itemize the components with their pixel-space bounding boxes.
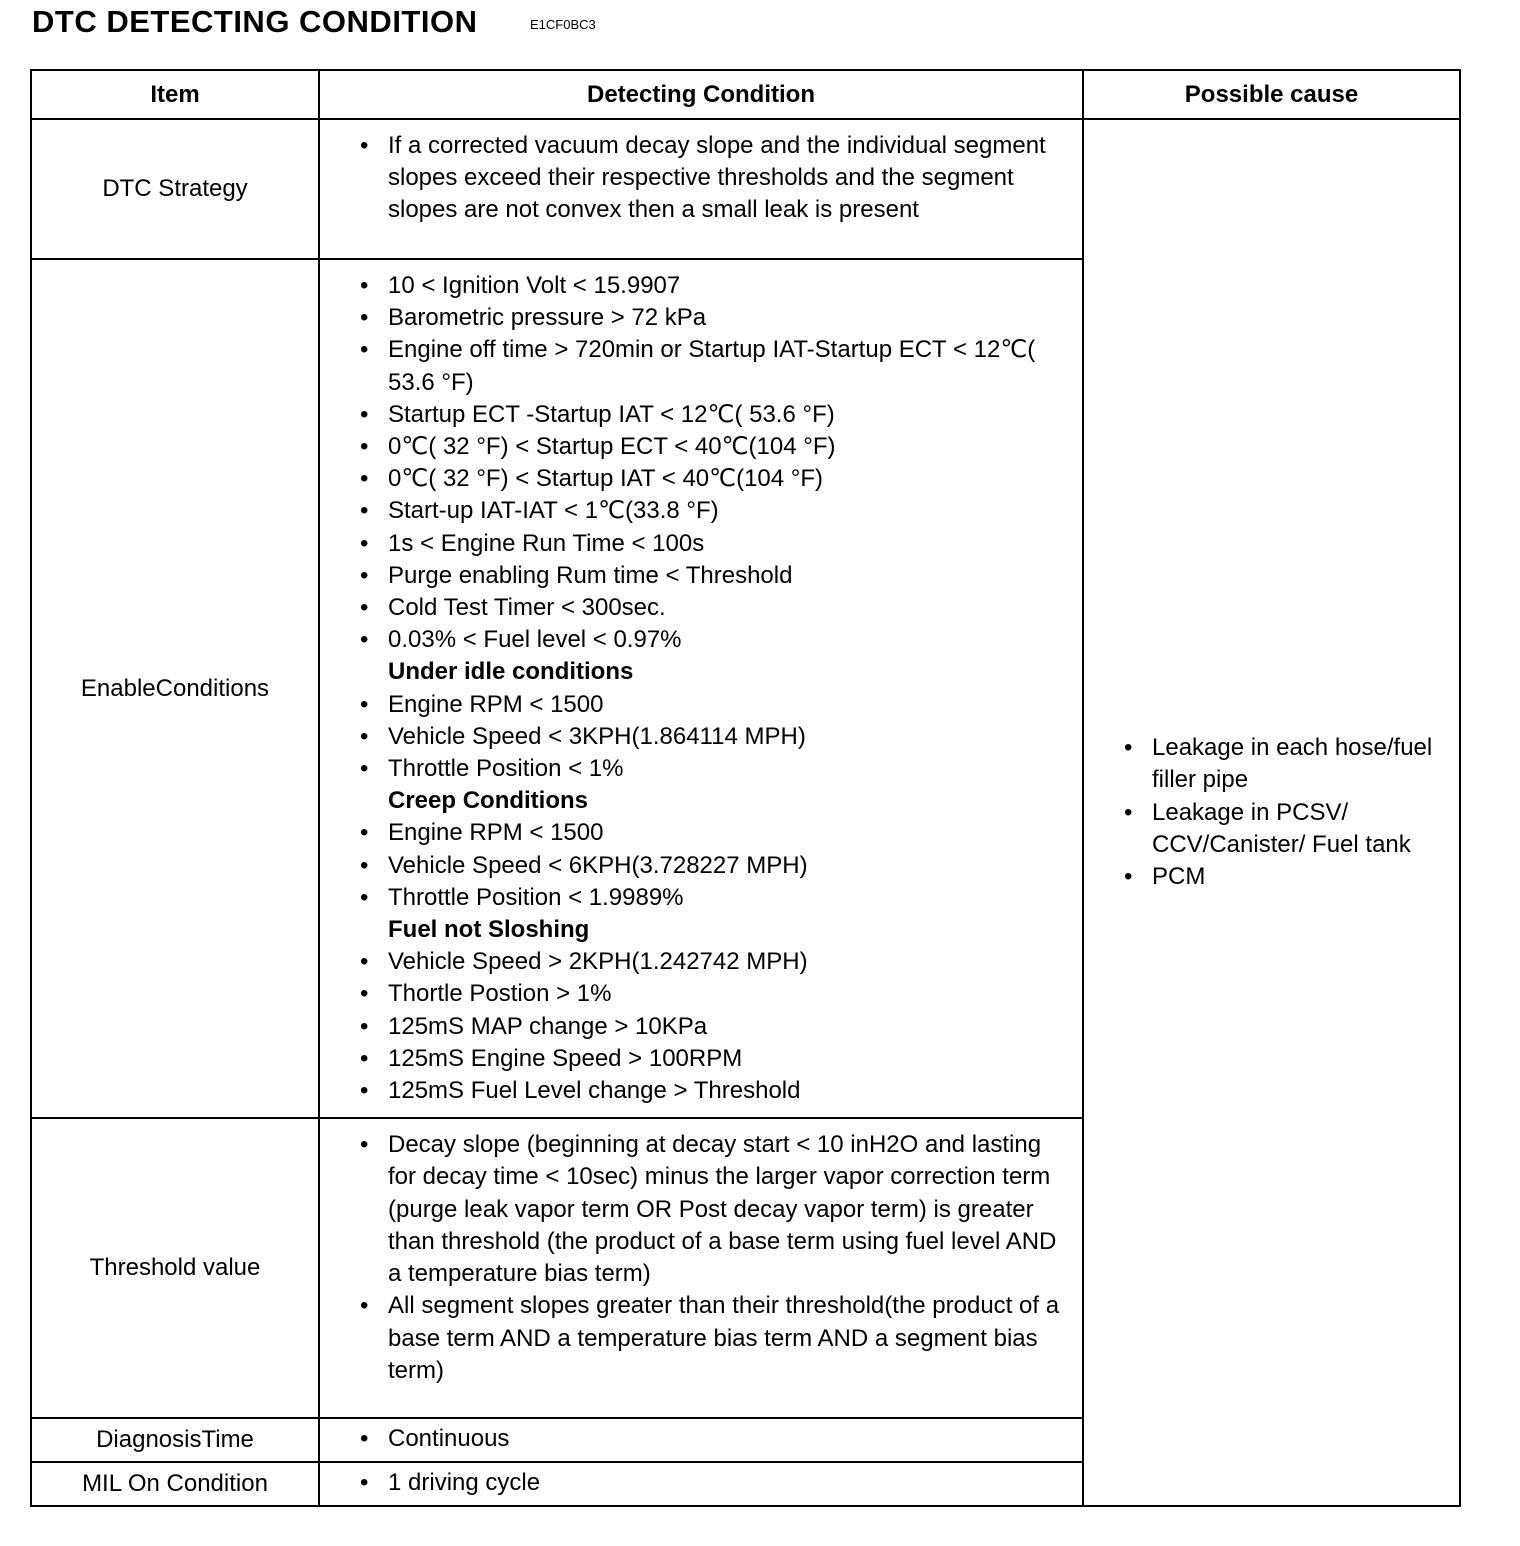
condition-bullet: • 0.03% < Fuel level < 0.97% xyxy=(360,624,1072,656)
condition-bullet: • 0℃( 32 °F) < Startup ECT < 40℃(104 °F) xyxy=(360,431,1072,463)
condition-bullet: • Throttle Position < 1% xyxy=(360,753,1072,785)
condition-bullet: • Purge enabling Rum time < Threshold xyxy=(360,560,1072,592)
condition-bullet: • Start-up IAT-IAT < 1℃(33.8 °F) xyxy=(360,495,1072,527)
condition-list xyxy=(360,270,1072,1107)
item-cell: Threshold value xyxy=(31,1118,319,1418)
condition-bullet: • All segment slopes greater than their threshold(the product of a base term AND a temperature bias term AND a segment bias term) xyxy=(360,1290,1072,1387)
header-possible-cause: Possible cause xyxy=(1083,70,1460,119)
cause-bullet: • Leakage in PCSV/ CCV/Canister/ Fuel tank xyxy=(1124,797,1439,861)
condition-bullet: • 125mS MAP change > 10KPa xyxy=(360,1011,1072,1043)
condition-list xyxy=(360,1467,1072,1499)
condition-bullet: • 1 driving cycle xyxy=(360,1467,1072,1499)
item-cell: DTC Strategy xyxy=(31,119,319,259)
possible-cause-cell xyxy=(1083,119,1460,1506)
condition-bullet: • Vehicle Speed > 2KPH(1.242742 MPH) xyxy=(360,946,1072,978)
condition-subheading: Fuel not Sloshing xyxy=(388,916,590,944)
condition-bullet: • Barometric pressure > 72 kPa xyxy=(360,302,1072,334)
condition-list xyxy=(360,130,1072,227)
condition-bullet: • If a corrected vacuum decay slope and the individual segment slopes exceed their respective thresholds and the segment slopes are not convex then a small leak is present xyxy=(360,130,1072,227)
condition-bullet: • Vehicle Speed < 6KPH(3.728227 MPH) xyxy=(360,850,1072,882)
condition-bullet: • Engine RPM < 1500 xyxy=(360,689,1072,721)
condition-bullet: • Engine off time > 720min or Startup IAT-Startup ECT < 12℃( 53.6 °F) xyxy=(360,334,1072,398)
condition-cell xyxy=(319,1462,1083,1506)
condition-bullet: • 10 < Ignition Volt < 15.9907 xyxy=(360,270,1072,302)
condition-bullet: • Vehicle Speed < 3KPH(1.864114 MPH) xyxy=(360,721,1072,753)
cause-bullet: • PCM xyxy=(1124,861,1439,893)
cause-list xyxy=(1124,732,1439,893)
table-row xyxy=(31,119,1460,259)
condition-subheading: Creep Conditions xyxy=(388,787,589,815)
dtc-condition-table xyxy=(30,69,1461,1507)
condition-bullet: • Decay slope (beginning at decay start < 10 inH2O and lasting for decay time < 10sec) minus the larger vapor correction term (purge leak vapor term OR Post decay vapor term) is greater than threshold (the product of a base term using fuel level AND a temperature bias term) xyxy=(360,1129,1072,1290)
condition-subheading: Under idle conditions xyxy=(388,658,634,686)
condition-bullet: • Continuous xyxy=(360,1423,1072,1455)
item-cell: EnableConditions xyxy=(31,259,319,1118)
condition-cell xyxy=(319,119,1083,259)
header-detecting-condition: Detecting Condition xyxy=(319,70,1083,119)
condition-bullet: • Engine RPM < 1500 xyxy=(360,817,1072,849)
condition-bullet: • Throttle Position < 1.9989% xyxy=(360,882,1072,914)
condition-cell xyxy=(319,259,1083,1118)
header-item: Item xyxy=(31,70,319,119)
cause-bullet: • Leakage in each hose/fuel filler pipe xyxy=(1124,732,1439,796)
table-header-row xyxy=(31,70,1460,119)
condition-list xyxy=(360,1423,1072,1455)
condition-bullet: • 0℃( 32 °F) < Startup IAT < 40℃(104 °F) xyxy=(360,463,1072,495)
condition-cell xyxy=(319,1118,1083,1418)
condition-bullet: • Thortle Postion > 1% xyxy=(360,978,1072,1010)
condition-cell xyxy=(319,1418,1083,1462)
page-title: DTC DETECTING CONDITION xyxy=(32,4,478,39)
condition-list xyxy=(360,1129,1072,1387)
condition-bullet: • 125mS Engine Speed > 100RPM xyxy=(360,1043,1072,1075)
condition-bullet: • Startup ECT -Startup IAT < 12℃( 53.6 °F) xyxy=(360,399,1072,431)
condition-bullet: • 1s < Engine Run Time < 100s xyxy=(360,528,1072,560)
document-code: E1CF0BC3 xyxy=(530,17,596,32)
item-cell: DiagnosisTime xyxy=(31,1418,319,1462)
item-cell: MIL On Condition xyxy=(31,1462,319,1506)
condition-bullet: • Cold Test Timer < 300sec. xyxy=(360,592,1072,624)
condition-bullet: • 125mS Fuel Level change > Threshold xyxy=(360,1075,1072,1107)
